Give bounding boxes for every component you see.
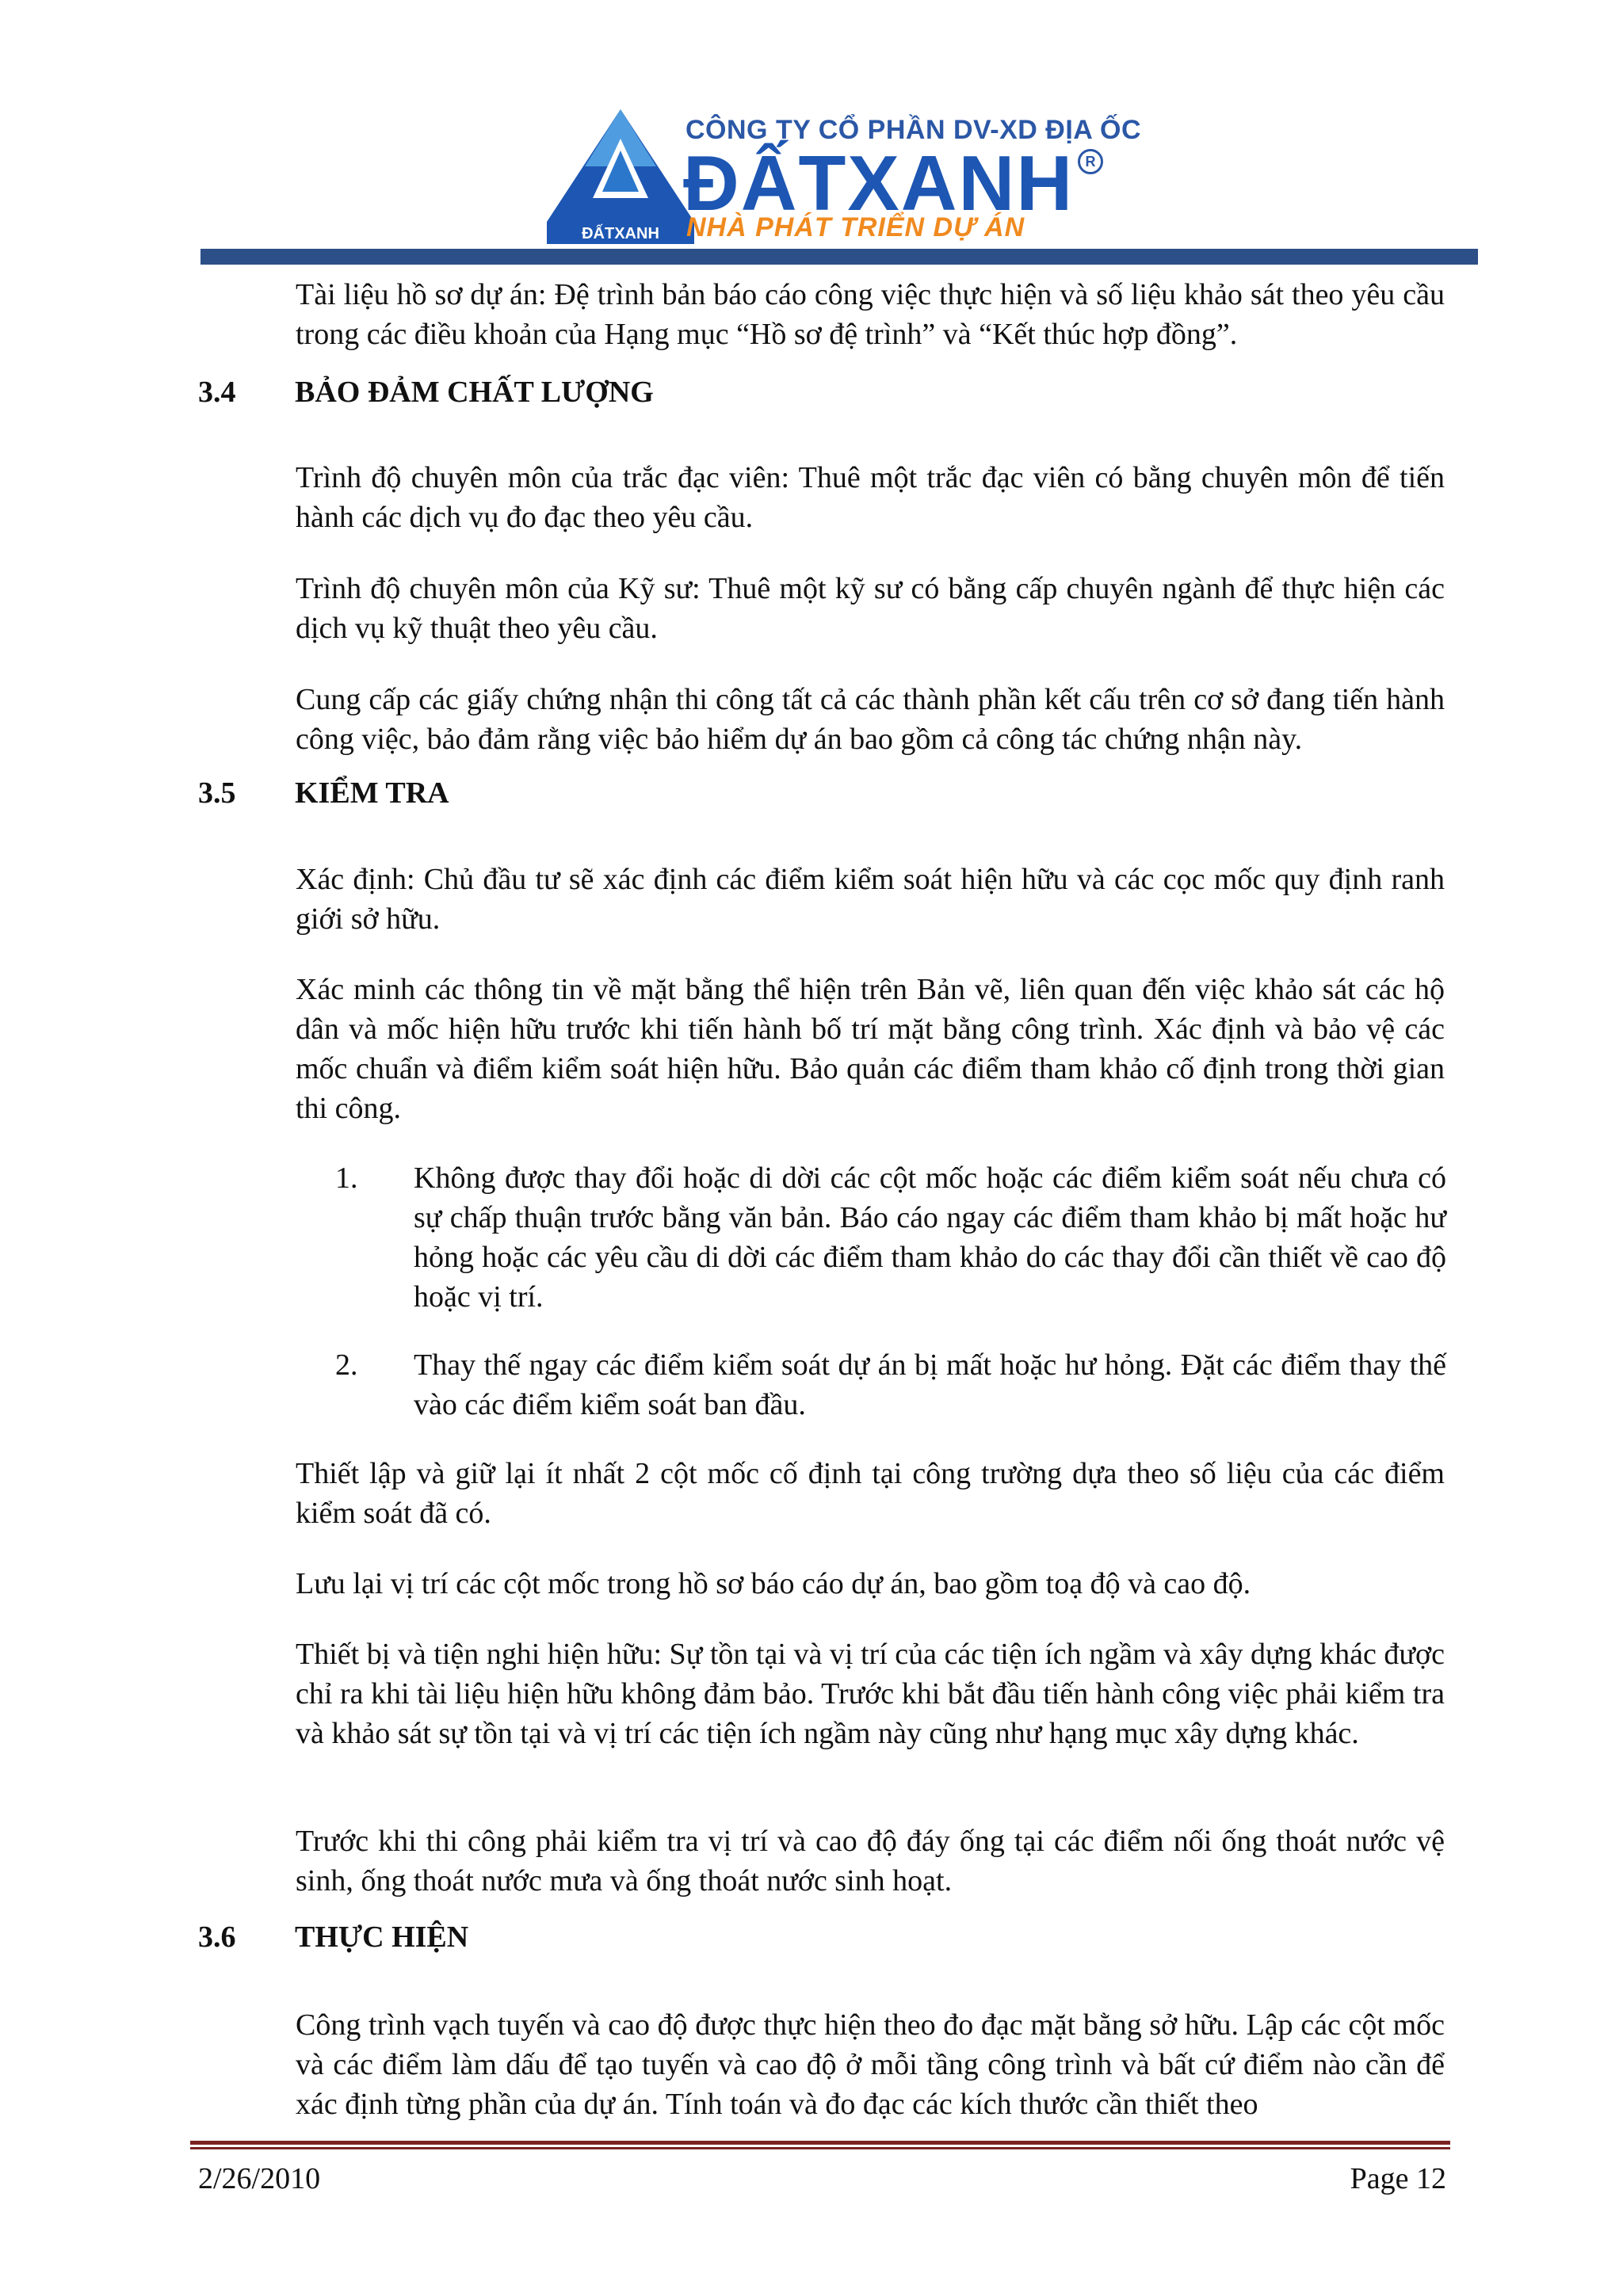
- logo-caption: ĐẤTXANH: [582, 225, 659, 242]
- page-number: Page 12: [1350, 2162, 1446, 2195]
- company-tagline: NHÀ PHÁT TRIỂN DỰ ÁN: [686, 212, 1025, 242]
- paragraph: Cung cấp các giấy chứng nhận thi công tất cả các thành phần kết cấu trên cơ sở đang tiến hành công việc, bảo đảm rằng việc bảo hiểm dự án bao gồm cả công tác chứng nhận này.: [296, 683, 1445, 756]
- list-item: Không được thay đổi hoặc di dời các cột mốc hoặc các điểm kiểm soát nếu chưa có sự chấp thuận trước bằng văn bản. Báo cáo ngay các điểm tham khảo bị mất hoặc hư hỏng hoặc các yêu cầu di dời các điểm tham khảo do các thay đổi cần thiết về cao độ hoặc vị trí.: [414, 1161, 1446, 1314]
- paragraph: Trình độ chuyên môn của Kỹ sư: Thuê một kỹ sư có bằng cấp chuyên ngành để thực hiện các dịch vụ kỹ thuật theo yêu cầu.: [296, 572, 1445, 645]
- paragraph: Trước khi thi công phải kiểm tra vị trí và cao độ đáy ống tại các điểm nối ống thoát nước vệ sinh, ống thoát nước mưa và ống thoát nước sinh hoạt.: [296, 1825, 1445, 1897]
- paragraph: Thiết lập và giữ lại ít nhất 2 cột mốc cố định tại công trường dựa theo số liệu của các điểm kiểm soát đã có.: [296, 1457, 1445, 1530]
- paragraph: Trình độ chuyên môn của trắc đạc viên: Thuê một trắc đạc viên có bằng chuyên môn để tiến hành các dịch vụ đo đạc theo yêu cầu.: [296, 461, 1445, 534]
- section-heading-3-4: [198, 372, 654, 412]
- brand-prefix: ĐẤT: [683, 139, 848, 227]
- paragraph: Lưu lại vị trí các cột mốc trong hồ sơ báo cáo dự án, bao gồm toạ độ và cao độ.: [296, 1567, 1251, 1600]
- intro-paragraph: Tài liệu hồ sơ dự án: Đệ trình bản báo cáo công việc thực hiện và số liệu khảo sát theo yêu cầu trong các điều khoản của Hạng mục “Hồ sơ đệ trình” và “Kết thúc hợp đồng”.: [296, 278, 1445, 351]
- footer-divider-thin: [190, 2147, 1450, 2149]
- company-logo-icon: [537, 103, 704, 246]
- section-number: 3.4: [198, 376, 236, 409]
- section-heading-3-6: [198, 1917, 468, 1957]
- footer-date: 2/26/2010: [198, 2162, 321, 2195]
- company-name-line: CÔNG TY CỔ PHẦN DV-XD ĐỊA ỐC: [685, 115, 1142, 145]
- registered-mark-icon: R: [1078, 149, 1103, 174]
- paragraph: Xác định: Chủ đầu tư sẽ xác định các điểm kiểm soát hiện hữu và các cọc mốc quy định ranh giới sở hữu.: [296, 863, 1445, 936]
- section-number: 3.6: [198, 1920, 236, 1954]
- section-title: THỰC HIỆN: [295, 1920, 469, 1954]
- section-title: BẢO ĐẢM CHẤT LƯỢNG: [295, 376, 654, 409]
- paragraph: Thiết bị và tiện nghi hiện hữu: Sự tồn tại và vị trí của các tiện ích ngầm và xây dựng khác được chỉ ra khi tài liệu hiện hữu không đảm bảo. Trước khi bắt đầu tiến hành công việc phải kiểm tra và khảo sát sự tồn tại và vị trí các tiện ích ngầm này cũng như hạng mục xây dựng khác.: [296, 1638, 1445, 1750]
- list-item: Thay thế ngay các điểm kiểm soát dự án bị mất hoặc hư hỏng. Đặt các điểm thay thế vào các điểm kiểm soát ban đầu.: [414, 1348, 1446, 1421]
- paragraph: Công trình vạch tuyến và cao độ được thực hiện theo đo đạc mặt bằng sở hữu. Lập các cột mốc và các điểm làm dấu để tạo tuyến và cao độ ở mỗi tầng công trình và bất cứ điểm nào cần để xác định từng phần của dự án. Tính toán và đo đạc các kích thước cần thiết theo: [296, 2008, 1445, 2121]
- section-heading-3-5: [198, 773, 449, 813]
- brand-suffix: XANH: [847, 139, 1075, 227]
- paragraph: Xác minh các thông tin về mặt bằng thể hiện trên Bản vẽ, liên quan đến việc khảo sát các hộ dân và mốc hiện hữu trước khi tiến hành bố trí mặt bằng công trình. Xác định và bảo vệ các mốc chuẩn và điểm kiểm soát hiện hữu. Bảo quản các điểm tham khảo cố định trong thời gian thi công.: [296, 973, 1445, 1125]
- list-item-number: 1.: [335, 1161, 358, 1195]
- section-number: 3.5: [198, 776, 236, 810]
- section-title: KIỂM TRA: [295, 776, 449, 810]
- footer-divider: [190, 2141, 1450, 2145]
- header-divider: [200, 249, 1478, 265]
- list-item-number: 2.: [335, 1348, 358, 1382]
